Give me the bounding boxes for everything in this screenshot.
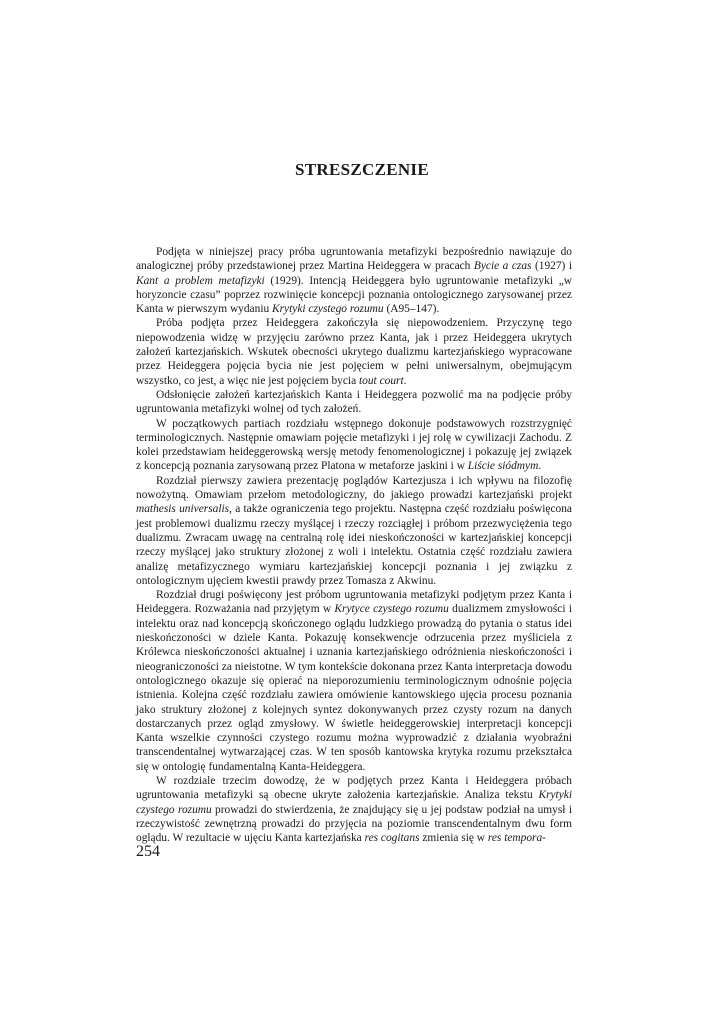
italic-text-run: res tempora-: [487, 832, 546, 845]
abstract-body: [136, 245, 572, 845]
paragraph: [136, 245, 572, 316]
text-run: dualizmem zmysłowości i intelektu oraz nad koncepcją skończonego oglądu ludzkiego prowadzą do pytania o status idei nieskończoności w dziele Kanta. Pokazuję konsekwencje odrzucenia przez myśliciela z Królewca nieskończoności aktualnej i uznania kartezjańskiego odróżnienia nieskończoności i nieograniczoności za nieistotne. W tym kontekście dokonana przez Kanta interpretacja dowodu ontologicznego okazuje się opierać na nieporozumieniu terminologicznym odnośnie pojęcia istnienia. Kolejna część rozdziału zawiera omówienie kantowskiego ujęcia procesu poznania jako struktury złożonej z kolejnych syntez dokonywanych przez czysty rozum na danych dostarczanych przez ogląd zmysłowy. W świetle heideggerowskiej interpretacji koncepcji Kanta wszelkie czynności czystego rozumu można wyprowadzić z działania wyobraźni transcendentalnej wytwarzającej czas. W ten sposób kantowska krytyka rozumu przekształca się w ontologię fundamentalną Kanta-Heideggera.: [136, 603, 572, 773]
text-run: Rozdział pierwszy zawiera prezentację poglądów Kartezjusza i ich wpływu na filozofię nowożytną. Omawiam przełom metodologiczny, do jakiego prowadzi kartezjański projekt: [136, 474, 572, 502]
text-run: .: [538, 460, 542, 473]
text-run: Odsłonięcie założeń kartezjańskich Kanta i Heideggera pozwolić ma na podjęcie próby ugruntowania metafizyki wolnej od tych założeń.: [136, 388, 572, 416]
text-run: (1927) i: [531, 260, 572, 273]
italic-text-run: tout court: [359, 374, 404, 387]
italic-text-run: Liście siódmym: [467, 460, 539, 473]
page-title: STRESZCZENIE: [295, 160, 429, 179]
page-number: 254: [136, 843, 160, 860]
text-run: Podjęta w niniejszej pracy próba ugruntowania metafizyki bezpośrednio nawiązuje do analogicznej próby przedstawionej przez Martina Heideggera w pracach: [136, 246, 572, 273]
text-run: prowadzi do stwierdzenia, że znajdujący się u jej podstaw podział na umysł i rzeczywistość zewnętrzną prowadzi do przyjęcia na poziomie transcendentalnym dwu form oglądu. W rezultacie w ujęciu Kanta kartezjańska: [136, 803, 572, 845]
italic-text-run: mathesis universalis: [136, 503, 230, 516]
text-run: W rozdziale trzecim dowodzę, że w podjętych przez Kanta i Heideggera próbach ugruntowania metafizyki są obecne ukryte założenia kartezjańskie. Analiza tekstu: [136, 774, 572, 802]
text-run: zmienia się w: [419, 832, 488, 845]
italic-text-run: Kant a problem metafizyki: [136, 274, 265, 287]
text-run: Rozdział drugi poświęcony jest próbom ugruntowania metafizyki podjętym przez Kanta i Heideggera. Rozważania nad przyjętym w: [136, 589, 572, 616]
paragraph: [136, 474, 572, 588]
italic-text-run: Krytyce czystego rozumu: [334, 603, 449, 616]
text-run: W początkowych partiach rozdziału wstępnego dokonuje podstawowych rozstrzygnięć terminologicznych. Następnie omawiam pojęcie metafizyki i jej rolę w cywilizacji Zachodu. Z kolei przedstawiam heideggerowską wersję metody fenomenologicznej i pokazuję jej związek z koncepcją poznania zarysowaną przez Platona w metaforze jaskini i w: [136, 417, 572, 473]
paragraph: [136, 388, 572, 417]
italic-text-run: Krytyki czystego rozumu: [136, 789, 572, 816]
italic-text-run: res cogitans: [364, 832, 420, 845]
text-run: (1929). Intencją Heideggera było ugruntowanie metafizyki „w horyzoncie czasu” poprzez rozwinięcie koncepcji poznania ontologicznego zarysowanej przez Kanta w pierwszym wydaniu: [136, 274, 572, 316]
paragraph: [136, 316, 572, 387]
paragraph: [136, 417, 572, 474]
paragraph: [136, 774, 572, 845]
text-run: , a także ograniczenia tego projektu. Następna część rozdziału poświęcona jest problemowi dualizmu rzeczy myślącej i rzeczy rozciągłej i próbom przezwyciężenia tego dualizmu. Zwracam uwagę na centralną rolę idei nieskończoności w kartezjańskiej koncepcji rzeczy myślącej jako struktury złożonej z woli i intelektu. Ostatnia część rozdziału zawiera analizę metafizycznego wymiaru kartezjańskiej koncepcji poznania i jej związku z ontologicznym ujęciem kwestii prawdy przez Tomasza z Akwinu.: [136, 503, 572, 587]
paragraph: [136, 588, 572, 774]
text-run: Próba podjęta przez Heideggera zakończyła się niepowodzeniem. Przyczynę tego niepowodzenia widzę w przyjęciu zarówno przez Kanta, jak i przez Heideggera ukrytych założeń kartezjańskich. Wskutek obecności ukrytego dualizmu kartezjańskiego wypracowane przez Heideggera pojęcia bycia nie jest pojęciem w pełni uniwersalnym, obejmującym wszystko, co jest, a więc nie jest pojęciem bycia: [136, 317, 572, 387]
text-run: .: [403, 374, 407, 387]
italic-text-run: Bycie a czas: [473, 260, 532, 273]
italic-text-run: Krytyki czystego rozumu: [272, 303, 384, 316]
text-run: (A95–147).: [383, 303, 440, 316]
